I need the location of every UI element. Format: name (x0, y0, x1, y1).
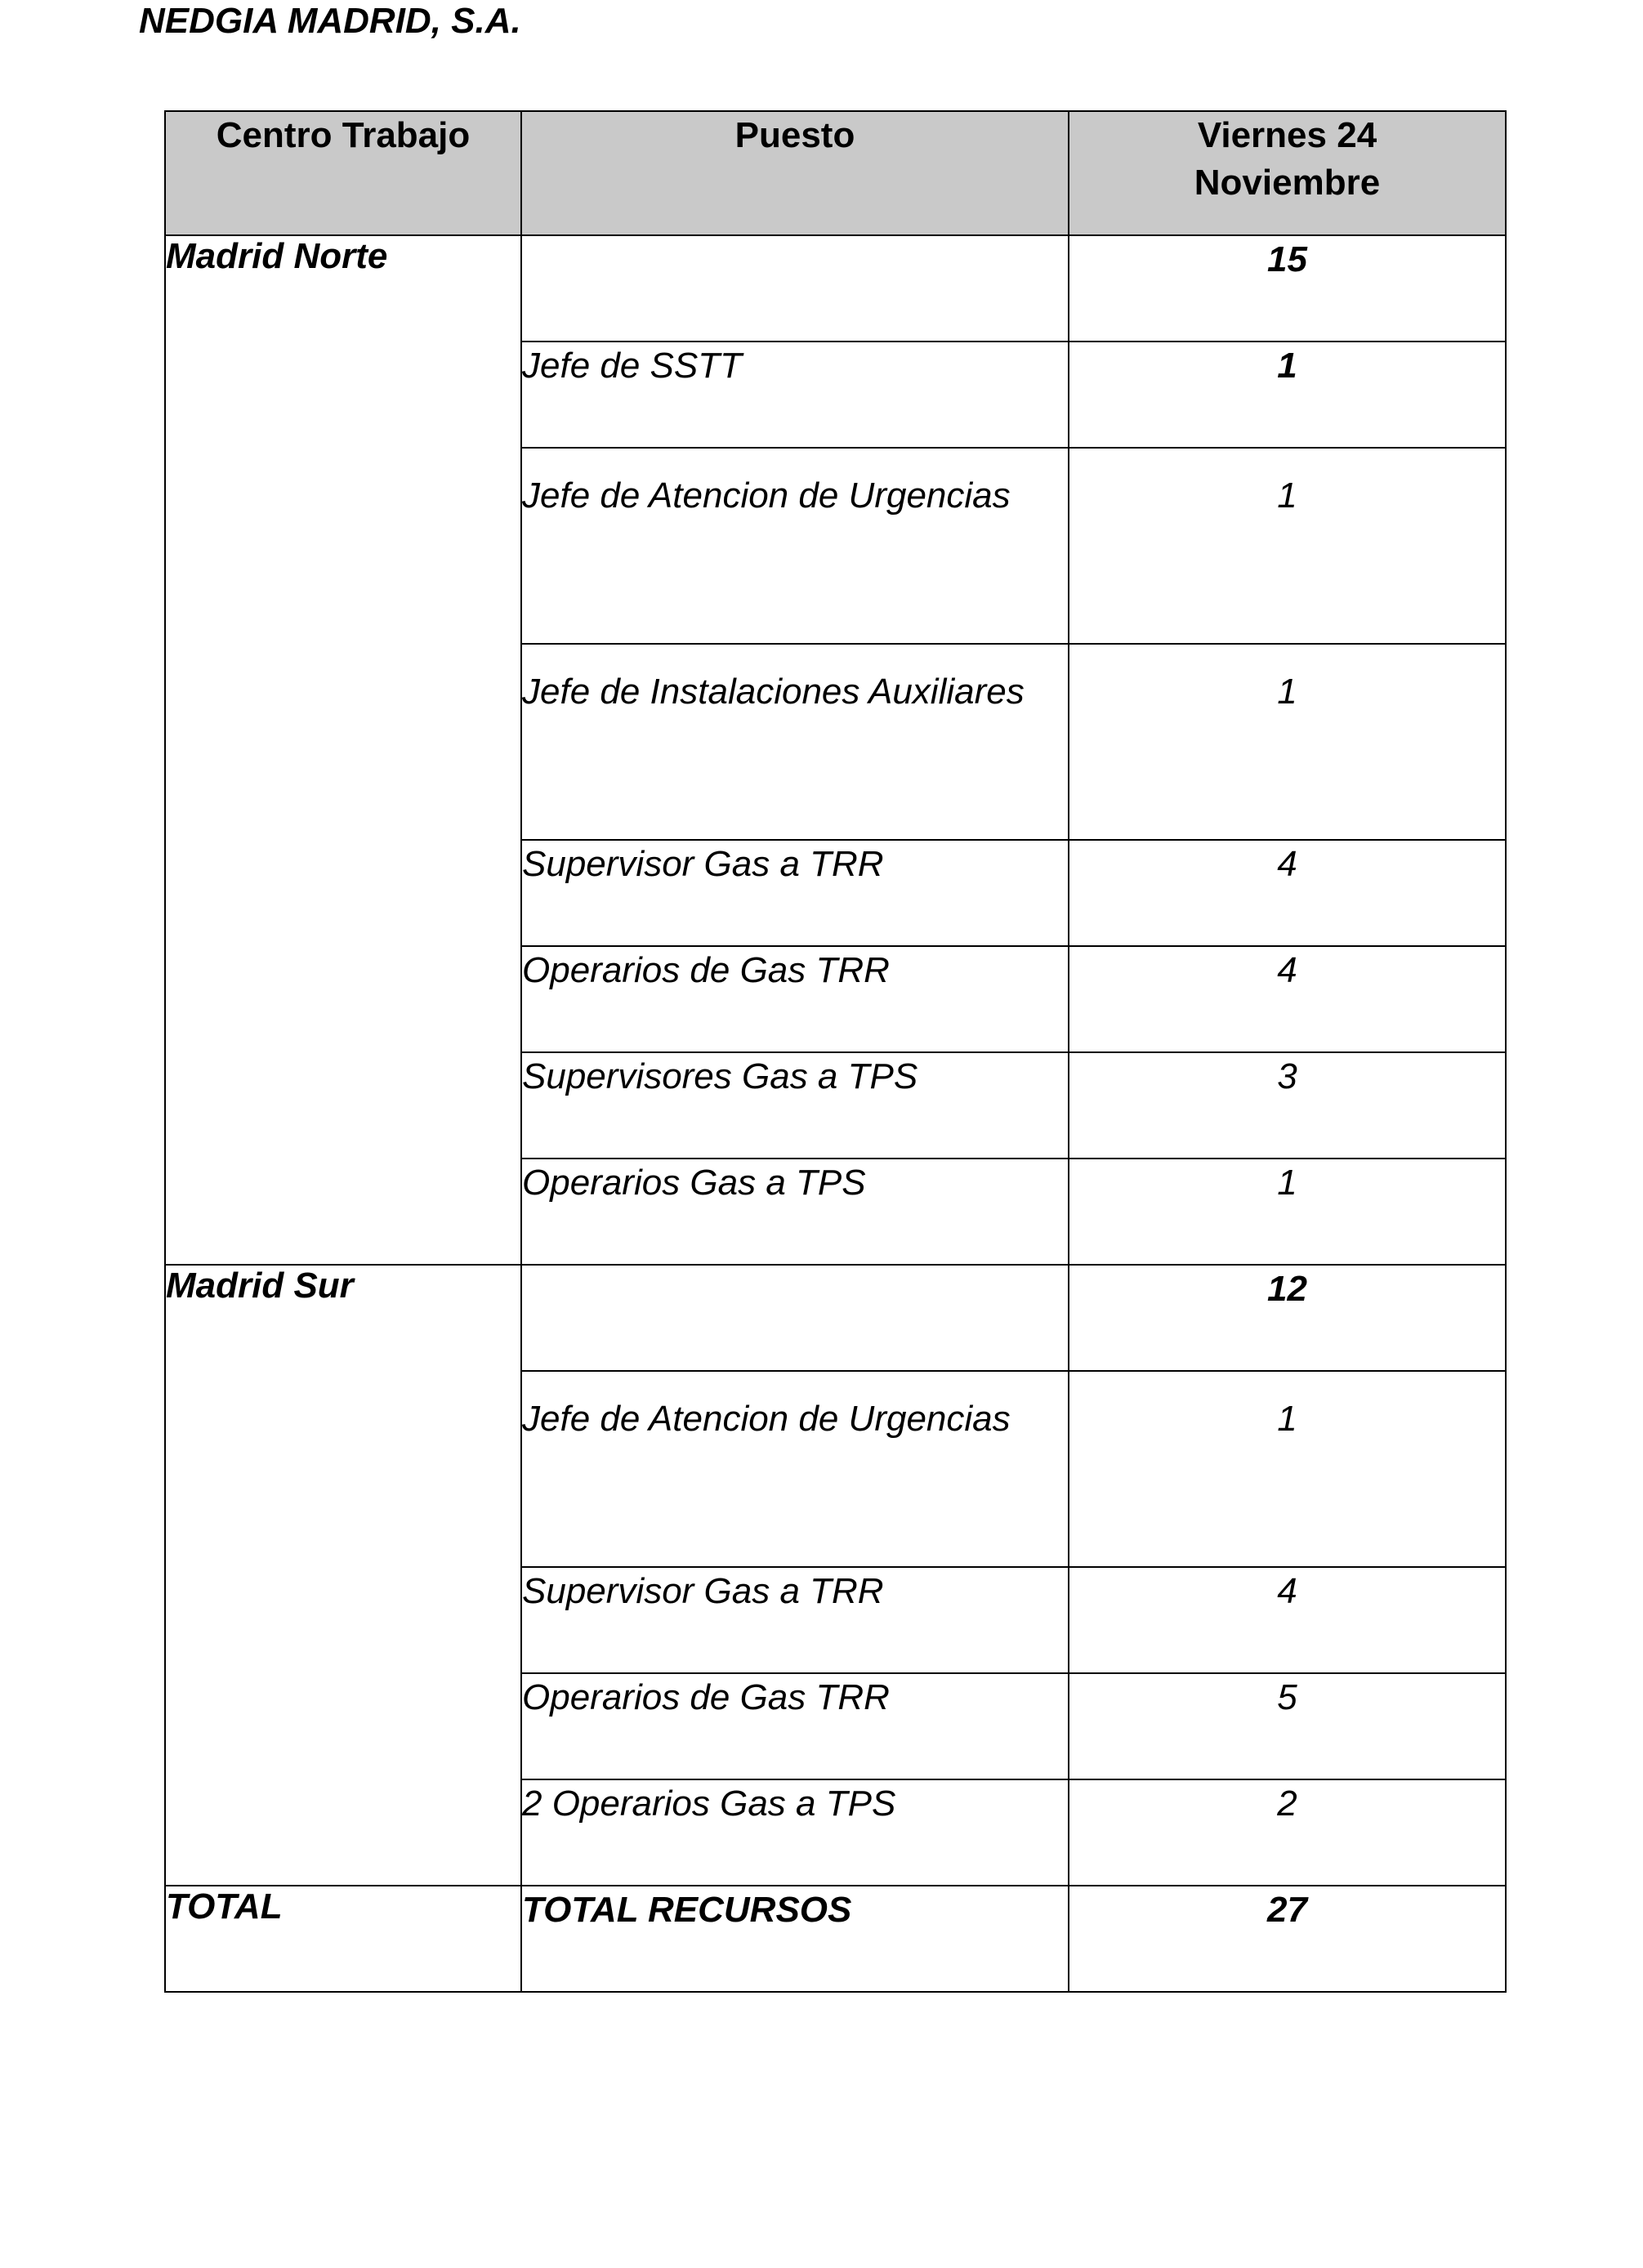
value-cell: 2 (1069, 1779, 1506, 1886)
company-name: NEDGIA MADRID, S.A. (139, 1, 521, 41)
puesto-cell: Jefe de SSTT (521, 342, 1069, 448)
puesto-cell: Supervisor Gas a TRR (521, 1567, 1069, 1673)
puesto-cell: Jefe de Atencion de Urgencias (521, 1371, 1069, 1567)
puesto-cell: Operarios de Gas TRR (521, 946, 1069, 1052)
value-cell: 1 (1069, 1371, 1506, 1567)
value-cell: 4 (1069, 946, 1506, 1052)
value-cell: 1 (1069, 644, 1506, 840)
column-header-date: Viernes 24 Noviembre (1069, 111, 1506, 235)
value-cell: 3 (1069, 1052, 1506, 1159)
value-cell: 1 (1069, 448, 1506, 644)
column-header-centro: Centro Trabajo (165, 111, 521, 235)
resources-table (164, 110, 1507, 1993)
table-header-row (165, 111, 1506, 235)
table-row (165, 1265, 1506, 1371)
puesto-cell: Supervisor Gas a TRR (521, 840, 1069, 946)
total-value: 27 (1069, 1886, 1506, 1992)
puesto-cell (521, 1265, 1069, 1371)
column-header-puesto: Puesto (521, 111, 1069, 235)
value-cell: 5 (1069, 1673, 1506, 1779)
table-row (165, 235, 1506, 342)
value-cell: 4 (1069, 1567, 1506, 1673)
subtotal-madrid-sur: 12 (1069, 1265, 1506, 1371)
total-label: TOTAL (165, 1886, 521, 1992)
centro-madrid-norte: Madrid Norte (165, 235, 521, 1265)
puesto-cell: Jefe de Instalaciones Auxiliares (521, 644, 1069, 840)
value-cell: 4 (1069, 840, 1506, 946)
puesto-cell: Operarios de Gas TRR (521, 1673, 1069, 1779)
centro-madrid-sur: Madrid Sur (165, 1265, 521, 1886)
value-cell: 1 (1069, 1159, 1506, 1265)
puesto-cell: Operarios Gas a TPS (521, 1159, 1069, 1265)
total-puesto: TOTAL RECURSOS (521, 1886, 1069, 1992)
puesto-cell: Supervisores Gas a TPS (521, 1052, 1069, 1159)
total-row (165, 1886, 1506, 1992)
subtotal-madrid-norte: 15 (1069, 235, 1506, 342)
puesto-cell: Jefe de Atencion de Urgencias (521, 448, 1069, 644)
puesto-cell (521, 235, 1069, 342)
value-cell: 1 (1069, 342, 1506, 448)
puesto-cell: 2 Operarios Gas a TPS (521, 1779, 1069, 1886)
